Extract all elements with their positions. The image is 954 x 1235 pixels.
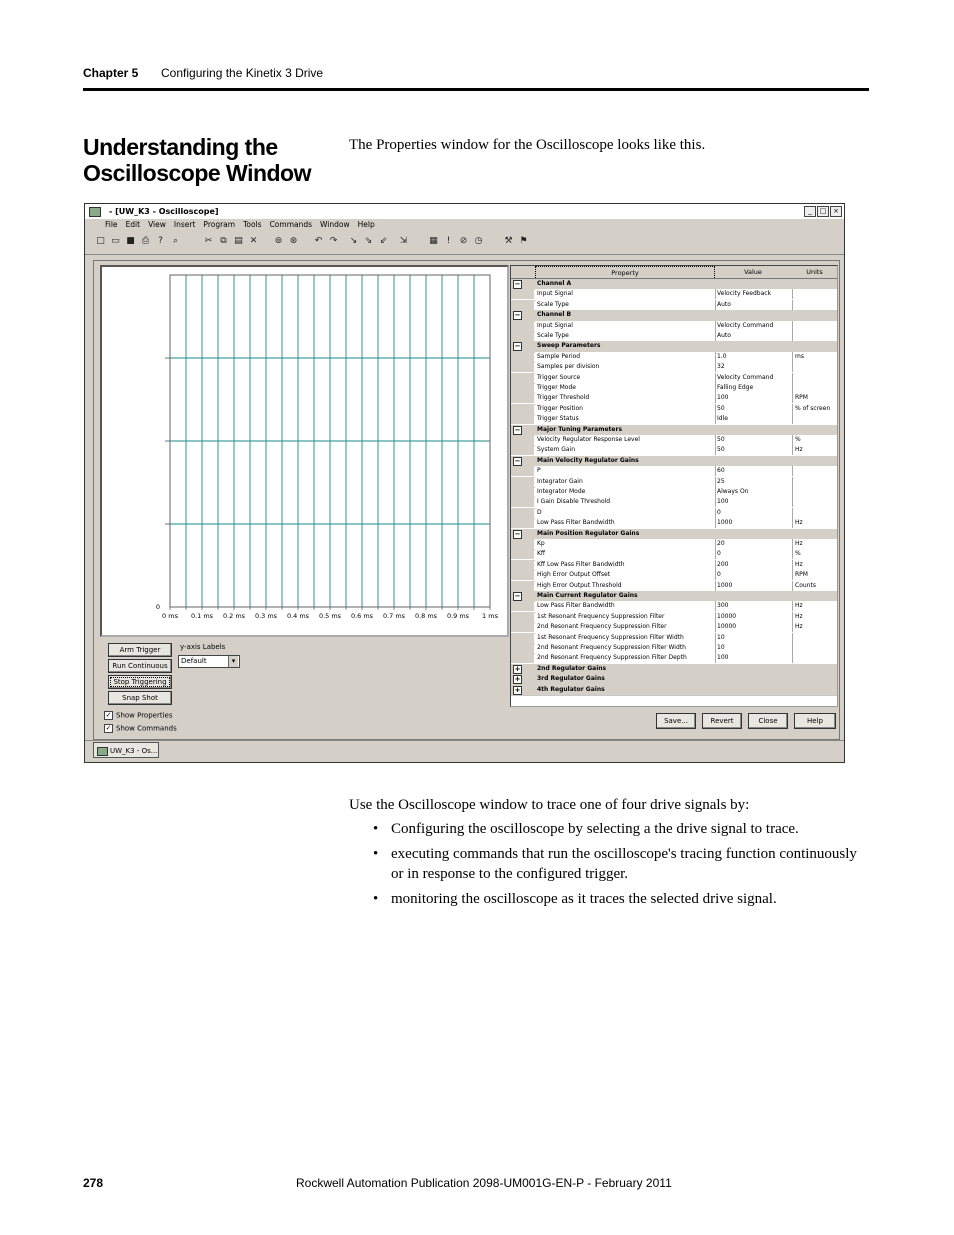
yaxis-labels-select[interactable] xyxy=(178,655,240,668)
group-label: Main Current Regulator Gains xyxy=(537,592,638,599)
show-properties-label: Show Properties xyxy=(116,711,173,720)
chevron-down-icon[interactable]: ▾ xyxy=(228,656,238,667)
property-value[interactable]: 10000 xyxy=(717,612,737,620)
property-name: Input Signal xyxy=(537,290,573,298)
row-gutter xyxy=(511,300,534,310)
cell-p xyxy=(535,539,715,549)
collapse-icon[interactable]: − xyxy=(514,529,521,538)
x-tick-label: 0.2 ms xyxy=(222,612,246,620)
properties-header xyxy=(511,266,837,279)
header-rule xyxy=(83,88,869,91)
download-icon[interactable]: ⇙ xyxy=(379,236,388,246)
cell-p xyxy=(535,466,715,476)
property-name: Integrator Mode xyxy=(537,488,586,495)
property-units: % of screen xyxy=(795,404,831,412)
property-name: Scale Type xyxy=(537,300,569,308)
row-gutter xyxy=(511,518,534,528)
row-gutter xyxy=(511,404,534,414)
disconnect-icon[interactable]: ⇲ xyxy=(399,236,408,246)
snap-shot-button[interactable]: Snap Shot xyxy=(108,691,172,705)
property-name: High Error Output Threshold xyxy=(537,581,622,589)
property-name: Samples per division xyxy=(537,363,600,371)
property-value[interactable]: 300 xyxy=(717,602,729,610)
property-name: 2nd Resonant Frequency Suppression Filter Depth xyxy=(537,654,687,662)
y-zero-label: 0 xyxy=(155,603,160,611)
property-name: Scale Type xyxy=(537,332,569,339)
menu-item-view[interactable]: View xyxy=(148,220,166,229)
property-value[interactable]: Velocity Command xyxy=(717,373,774,381)
property-value[interactable]: 50 xyxy=(717,446,725,454)
oscilloscope-plot xyxy=(100,265,509,637)
intro-text: The Properties window for the Oscilloscope looks like this. xyxy=(349,137,706,153)
collapse-icon[interactable]: − xyxy=(514,342,521,351)
cell-u xyxy=(792,321,838,331)
property-value[interactable]: 100 xyxy=(717,498,729,506)
property-name: High Error Output Offset xyxy=(537,571,611,579)
binoculars-icon[interactable]: ⊚ xyxy=(274,236,283,246)
revert-button[interactable]: Revert xyxy=(702,713,742,729)
row-gutter xyxy=(511,633,534,643)
tools-icon[interactable]: ⚒ xyxy=(504,236,513,246)
property-name: D xyxy=(537,508,542,516)
cell-u xyxy=(792,653,838,663)
expand-icon[interactable]: + xyxy=(514,675,521,684)
row-gutter xyxy=(511,570,534,580)
property-units: Hz xyxy=(795,623,803,631)
menu-item-commands[interactable]: Commands xyxy=(269,220,313,229)
print-icon[interactable]: ⎙ xyxy=(141,236,150,246)
show-properties-checkbox[interactable]: ✓ Show Properties xyxy=(105,711,173,720)
property-name: 2nd Resonant Frequency Suppression Filter xyxy=(537,623,667,631)
value-column-header[interactable]: Value xyxy=(744,268,762,276)
row-gutter xyxy=(511,414,534,424)
expand-icon[interactable]: + xyxy=(514,685,521,694)
cell-v xyxy=(715,445,792,455)
property-units: ms xyxy=(795,352,804,360)
row-gutter xyxy=(511,612,534,622)
property-value[interactable]: 100 xyxy=(717,394,729,402)
property-name: P xyxy=(537,467,541,475)
x-tick-label: 0.3 ms xyxy=(254,612,278,620)
show-commands-checkbox[interactable]: ✓ Show Commands xyxy=(105,724,177,733)
cell-u xyxy=(792,414,838,424)
row-gutter xyxy=(511,373,534,383)
row-gutter xyxy=(511,466,534,476)
window-controls xyxy=(804,206,842,217)
yaxis-labels-value: Default xyxy=(181,657,207,665)
menu-item-insert[interactable]: Insert xyxy=(173,220,196,229)
property-value[interactable]: 0 xyxy=(717,508,721,516)
row-gutter xyxy=(511,331,534,341)
row-gutter xyxy=(511,435,534,445)
grid-icon[interactable]: ▦ xyxy=(429,236,438,246)
property-name: Trigger Threshold xyxy=(537,394,590,402)
property-name: Trigger Mode xyxy=(537,384,576,391)
body-text xyxy=(349,795,869,914)
property-name: Kp xyxy=(537,540,545,547)
stop-icon[interactable]: ⊘ xyxy=(459,236,468,246)
property-name: Sample Period xyxy=(537,352,581,360)
property-value[interactable]: 100 xyxy=(717,654,729,662)
property-value[interactable]: 1.0 xyxy=(717,352,727,360)
cell-v xyxy=(715,404,792,414)
cell-u xyxy=(792,289,838,299)
cell-v xyxy=(715,549,792,559)
help-icon[interactable]: ? xyxy=(158,236,163,246)
minimize-icon[interactable]: _ xyxy=(804,206,816,217)
scope-icon xyxy=(97,747,108,756)
close-icon[interactable]: × xyxy=(830,206,842,217)
row-gutter xyxy=(511,289,534,299)
arm-trigger-button[interactable]: Arm Trigger xyxy=(108,643,172,657)
cell-u xyxy=(792,373,838,383)
x-tick-label: 0.6 ms xyxy=(350,612,374,620)
property-name: Kff Low Pass Filter Bandwidth xyxy=(537,560,625,568)
row-gutter xyxy=(511,653,534,663)
yaxis-labels-label: y-axis Labels xyxy=(180,643,226,651)
menu-item-program[interactable]: Program xyxy=(203,220,236,229)
property-units: Hz xyxy=(795,519,803,527)
window-title: - [UW_K3 - Oscilloscope] xyxy=(109,207,219,216)
redo-icon[interactable]: ↷ xyxy=(329,236,338,246)
properties-grid xyxy=(510,265,838,707)
copy-icon[interactable]: ⧉ xyxy=(220,236,227,246)
x-tick-label: 0 ms xyxy=(162,612,178,620)
group-label: Main Velocity Regulator Gains xyxy=(537,456,639,464)
row-gutter xyxy=(511,321,534,331)
delete-icon[interactable]: ✕ xyxy=(249,236,258,246)
property-value[interactable]: 10 xyxy=(717,644,725,651)
cell-u xyxy=(792,466,838,476)
property-name: Integrator Gain xyxy=(537,477,583,485)
run-continuous-button[interactable]: Run Continuous xyxy=(108,659,172,673)
property-units: % xyxy=(795,436,801,443)
x-tick-label: 0.4 ms xyxy=(286,612,310,620)
x-tick-label: 0.1 ms xyxy=(190,612,214,620)
app-icon xyxy=(89,207,101,217)
oscilloscope-grid xyxy=(102,267,507,635)
group-label: Main Position Regulator Gains xyxy=(537,529,640,537)
property-name: 2nd Resonant Frequency Suppression Filter Width xyxy=(537,644,686,651)
chapter-title: Configuring the Kinetix 3 Drive xyxy=(161,66,324,80)
restore-icon[interactable]: □ xyxy=(817,206,829,217)
property-units: Counts xyxy=(795,581,816,589)
collapse-icon[interactable]: − xyxy=(514,311,521,320)
row-gutter xyxy=(511,393,534,403)
x-tick-label: 0.8 ms xyxy=(414,612,438,620)
find-icon[interactable]: ⌕ xyxy=(172,236,179,246)
menu-item-tools[interactable]: Tools xyxy=(243,220,262,229)
property-value[interactable]: 50 xyxy=(717,404,725,412)
property-name: I Gain Disable Threshold xyxy=(537,498,611,506)
cell-u xyxy=(792,383,838,393)
bullet-list xyxy=(349,819,869,909)
mdi-taskbar xyxy=(85,740,844,763)
property-name: Trigger Position xyxy=(537,404,583,412)
cell-v xyxy=(715,508,792,518)
property-value[interactable]: 50 xyxy=(717,436,725,443)
property-value[interactable]: 1000 xyxy=(717,581,733,589)
property-name: Kff xyxy=(537,550,546,558)
x-tick-label: 0.5 ms xyxy=(318,612,342,620)
cell-v xyxy=(715,435,792,445)
window-titlebar xyxy=(85,204,844,220)
upload-icon[interactable]: ⇘ xyxy=(364,236,373,246)
row-gutter xyxy=(511,560,534,570)
collapse-icon[interactable]: − xyxy=(514,456,521,465)
property-value[interactable]: Auto xyxy=(717,332,731,339)
cell-p xyxy=(535,549,715,559)
expand-icon[interactable]: + xyxy=(514,664,521,673)
cut-icon[interactable]: ✂ xyxy=(204,236,213,246)
row-gutter xyxy=(511,477,534,487)
property-value[interactable]: 0 xyxy=(717,550,721,558)
collapse-icon[interactable]: − xyxy=(514,592,521,600)
flag-icon[interactable]: ⚑ xyxy=(519,236,528,246)
row-gutter xyxy=(511,581,534,591)
cell-u xyxy=(792,331,838,341)
cell-p xyxy=(535,508,715,518)
property-name: 1st Resonant Frequency Suppression Filter Width xyxy=(537,633,684,641)
group-label: 2nd Regulator Gains xyxy=(537,664,607,672)
property-units: Hz xyxy=(795,560,803,568)
property-name: Velocity Regulator Response Level xyxy=(537,436,640,443)
stop-triggering-button[interactable]: Stop Triggering xyxy=(108,675,172,689)
menu-bar xyxy=(85,219,844,231)
clock-icon[interactable]: ◷ xyxy=(474,236,483,246)
row-gutter xyxy=(511,487,534,497)
cell-v xyxy=(715,539,792,549)
group-label: Major Tuning Parameters xyxy=(537,425,623,433)
oscilloscope-task-tab[interactable] xyxy=(93,742,159,758)
close-button[interactable]: Close xyxy=(748,713,788,729)
publication-footer: Rockwell Automation Publication 2098-UM001G-EN-P - February 2011 xyxy=(296,1176,672,1190)
property-value[interactable]: Velocity Feedback xyxy=(717,290,772,298)
property-name: Low Pass Filter Bandwidth xyxy=(537,519,615,527)
property-column-header[interactable]: Property xyxy=(535,266,715,280)
x-tick-label: 0.9 ms xyxy=(446,612,470,620)
row-gutter xyxy=(511,601,534,611)
section-title: Understanding the Oscilloscope Window xyxy=(83,134,311,186)
cell-u xyxy=(792,362,838,372)
body-intro: Use the Oscilloscope window to trace one of four drive signals by: xyxy=(349,797,750,813)
property-group-row[interactable] xyxy=(511,685,837,696)
property-value[interactable]: 25 xyxy=(717,477,725,485)
property-units: RPM xyxy=(795,571,808,579)
menu-item-edit[interactable]: Edit xyxy=(125,220,141,229)
row-gutter xyxy=(511,497,534,507)
row-gutter xyxy=(511,549,534,559)
cell-u xyxy=(792,477,838,487)
property-value[interactable]: 1000 xyxy=(717,519,733,527)
units-column-header[interactable]: Units xyxy=(806,268,823,276)
collapse-icon[interactable]: − xyxy=(514,280,521,288)
menu-item-window[interactable]: Window xyxy=(320,220,350,229)
property-name: 1st Resonant Frequency Suppression Filter xyxy=(537,612,665,620)
property-value[interactable]: 60 xyxy=(717,467,725,475)
list-item: • Configuring the oscilloscope by selecting a the drive signal to trace. xyxy=(349,819,869,839)
property-value[interactable]: Idle xyxy=(717,415,728,423)
alert-icon[interactable]: ! xyxy=(446,236,451,246)
group-label: 3rd Regulator Gains xyxy=(537,675,605,683)
cell-u xyxy=(792,300,838,310)
list-item: • monitoring the oscilloscope as it traces the selected drive signal. xyxy=(349,889,869,909)
x-tick-label: 0.7 ms xyxy=(382,612,406,620)
property-value[interactable]: 20 xyxy=(717,540,725,547)
property-value[interactable]: 32 xyxy=(717,363,725,371)
x-tick-label: 1 ms xyxy=(482,612,498,620)
cell-v xyxy=(715,570,792,580)
open-icon[interactable]: ▭ xyxy=(111,236,120,246)
task-tab-label: UW_K3 - Os... xyxy=(110,747,158,755)
property-value[interactable]: Auto xyxy=(717,300,731,308)
group-label: Channel B xyxy=(537,311,572,319)
cell-u xyxy=(792,487,838,497)
property-value[interactable]: Always On xyxy=(717,488,749,495)
page-number: 278 xyxy=(83,1176,104,1190)
property-units: Hz xyxy=(795,612,803,620)
row-gutter xyxy=(511,508,534,518)
property-name: Input Signal xyxy=(537,321,573,329)
cell-v xyxy=(715,466,792,476)
property-value[interactable]: Velocity Command xyxy=(717,321,774,329)
list-item: • executing commands that run the oscilloscope's tracing function continuously or in response to the configured trigger. xyxy=(349,844,869,884)
row-gutter xyxy=(511,539,534,549)
property-value[interactable]: Falling Edge xyxy=(717,384,754,391)
property-value[interactable]: 200 xyxy=(717,560,729,568)
find-next-icon[interactable]: ⊛ xyxy=(289,236,298,246)
collapse-icon[interactable]: − xyxy=(514,425,521,434)
cell-v xyxy=(715,643,792,653)
save-icon[interactable]: ■ xyxy=(126,236,135,246)
property-units: Hz xyxy=(795,602,803,610)
cell-u xyxy=(792,633,838,643)
property-name: Trigger Source xyxy=(537,373,581,381)
cell-u xyxy=(792,497,838,507)
row-gutter xyxy=(511,622,534,632)
show-commands-label: Show Commands xyxy=(116,724,177,733)
row-gutter xyxy=(511,383,534,393)
connect-icon[interactable]: ↘ xyxy=(349,236,358,246)
property-name: Low Pass Filter Bandwidth xyxy=(537,602,615,610)
group-label: Channel A xyxy=(537,280,572,287)
cell-v xyxy=(715,477,792,487)
group-label: 4th Regulator Gains xyxy=(537,685,605,693)
property-units: % xyxy=(795,550,801,558)
row-gutter xyxy=(511,643,534,653)
menu-item-file[interactable]: File xyxy=(105,220,118,229)
cell-v xyxy=(715,362,792,372)
row-gutter xyxy=(511,445,534,455)
group-label: Sweep Parameters xyxy=(537,342,601,350)
property-value[interactable]: 10000 xyxy=(717,623,737,631)
cell-v xyxy=(715,633,792,643)
property-name: System Gain xyxy=(537,446,576,454)
menu-item-help[interactable]: Help xyxy=(357,220,375,229)
undo-icon[interactable]: ↶ xyxy=(314,236,323,246)
property-name: Trigger Status xyxy=(537,415,579,423)
cell-u xyxy=(792,508,838,518)
save-button[interactable]: Save... xyxy=(656,713,696,729)
oscilloscope-controls xyxy=(100,637,505,737)
row-gutter xyxy=(511,362,534,372)
new-icon[interactable]: □ xyxy=(96,236,105,246)
oscilloscope-client-area xyxy=(93,260,840,740)
oscilloscope-window-screenshot xyxy=(84,203,845,763)
property-value[interactable]: 0 xyxy=(717,571,721,579)
property-value[interactable]: 10 xyxy=(717,633,725,641)
chapter-label: Chapter 5 xyxy=(83,66,139,80)
paste-icon[interactable]: ▤ xyxy=(234,236,243,246)
cell-u xyxy=(792,643,838,653)
property-units: RPM xyxy=(795,394,808,402)
help-button[interactable]: Help xyxy=(794,713,836,729)
row-gutter xyxy=(511,352,534,362)
property-units: Hz xyxy=(795,540,803,547)
property-units: Hz xyxy=(795,446,803,454)
toolbar xyxy=(85,232,844,255)
